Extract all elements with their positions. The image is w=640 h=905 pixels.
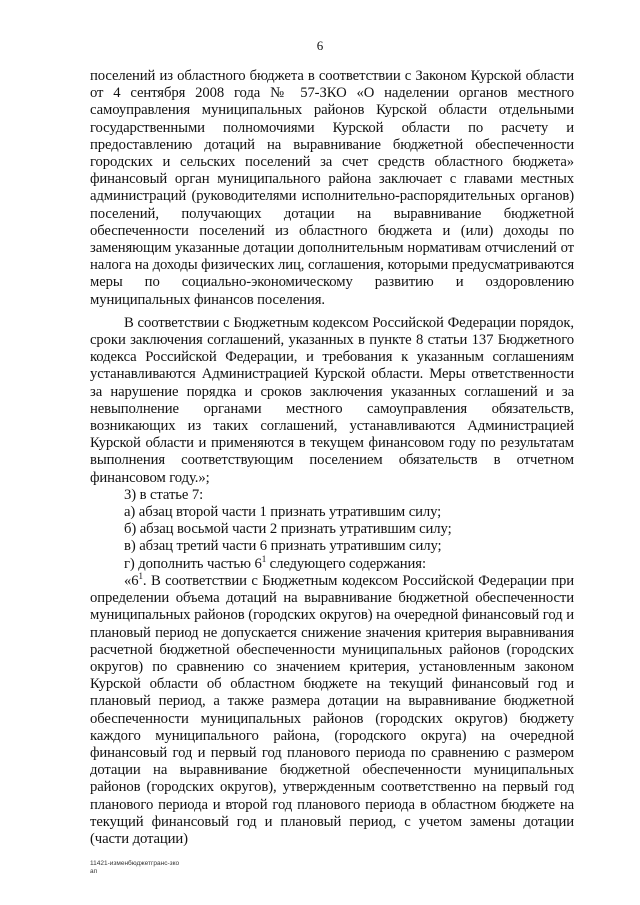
footer-initials: ап [90,868,98,875]
paragraph-part-6-1 [90,573,574,848]
footer [90,860,179,876]
list-item-g-tail: следующего содержания: [266,555,426,572]
list-item-a: а) абзац второй части 1 признать утратившим силу; [124,504,442,521]
footer-code: 11421-изменбюджетгранс-зко [90,860,180,867]
page-number: 6 [316,38,324,53]
paragraph-continuation: поселений из областного бюджета в соответствии с Законом Курской области от 4 сентября 2008 года № 57-ЗКО «О наделении органов местного самоуправления муниципальных районов Курской области отдельными государственными полномочиями Курской области по расчету и предоставлению дотаций на выравнивание бюджетной обеспеченности городских и сельских поселений за счет средств областного бюджета» финансовый орган муниципального района заключает с главами местных администраций (руководителями исполнительно-распорядительных органов) поселений, получающих дотации на выравнивание бюджетной обеспеченности поселений из областного бюджета и (или) доходы по заменяющим указанные дотации дополнительным нормативам отчислений от налога на доходы физических лиц, соглашения, которыми предусматриваются меры по социально-экономическому развитию и оздоровлению муниципальных финансов поселения. [90,68,574,308]
list-item-g-text: г) дополнить частью 6 [124,555,262,572]
superscript: 1 [261,553,267,564]
list-item-v: в) абзац третий части 6 признать утратившим силу; [124,538,442,555]
list-item-g [90,553,574,573]
list-item-article-7: 3) в статье 7: [124,486,204,503]
quote-open: «6 [124,572,139,589]
paragraph-budget-code: В соответствии с Бюджетным кодексом Российской Федерации порядок, сроки заключения соглашений, указанных в пункте 8 статьи 137 Бюджетного кодекса Российской Федерации, и требования к указанным соглашениям устанавливаются Администрацией Курской области. Меры ответственности за нарушение порядка и сроков заключения указанных соглашений и за невыполнение органами местного самоуправления обязательств, возникающих из таких соглашений, устанавливаются Администрацией Курской области и применяются в текущем финансовом году по результатам выполнения соответствующим поселением обязательств в отчетном финансовом году.»; [90,314,574,486]
superscript: 1 [138,571,143,581]
list-item-b: б) абзац восьмой части 2 признать утратившим силу; [124,521,452,538]
part-6-1-text: . В соответствии с Бюджетным кодексом Российской Федерации при определении объема дотаций на выравнивание бюджетной обеспеченности муниципальных районов (городских округов) на очередной финансовый год и плановый период не допускается снижение значения критерия выравнивания расчетной бюджетной обеспеченности муниципальных районов (городских округов) по сравнению со значением критерия, установленным законом Курской области об областном бюджете на текущий финансовый год и плановый период, а также размера дотации на выравнивание бюджетной обеспеченности муниципальных районов (городских округов) бюджету каждого муниципального района, (городского округа) на очередной финансовый год и первый год планового периода по сравнению с размером дотации на выравнивание бюджетной обеспеченности муниципальных районов (городских округов), утвержденным соответственно на первый год планового периода и второй год планового периода в областном бюджете на текущий финансовый год и плановый период, с учетом замены дотации (части дотации) [90,572,574,847]
document-body [90,68,574,848]
